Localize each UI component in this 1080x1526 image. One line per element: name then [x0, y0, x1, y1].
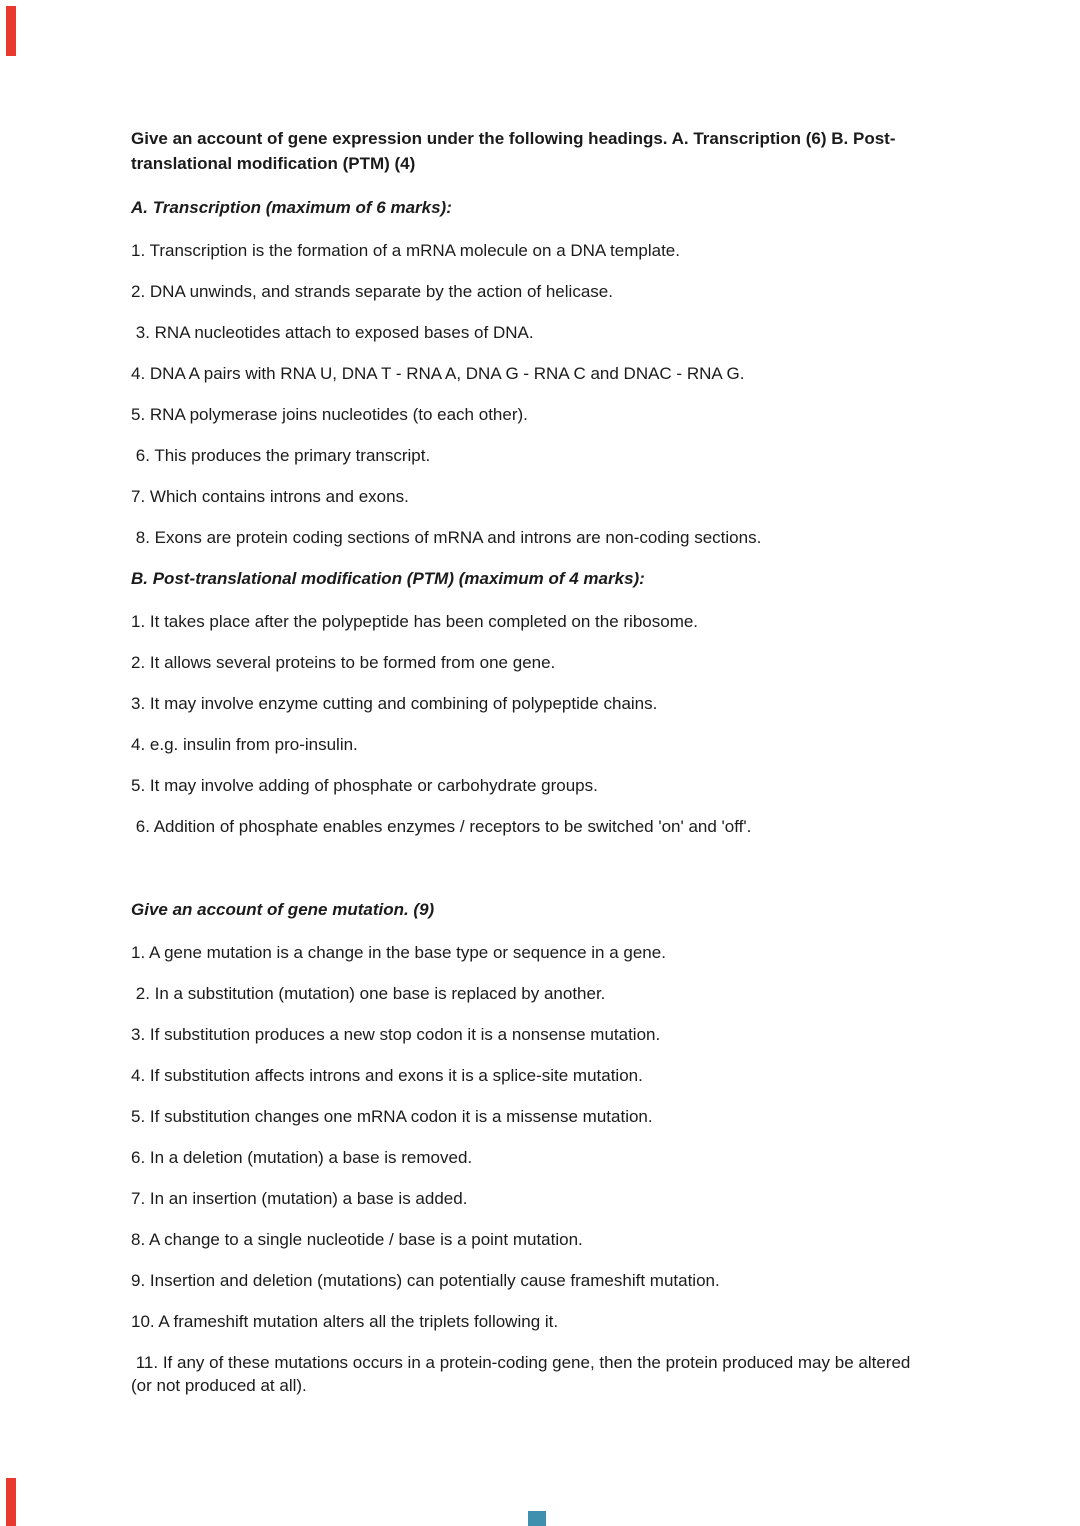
answer-line: 1. A gene mutation is a change in the base type or sequence in a gene.	[131, 943, 666, 962]
answer-line: 5. It may involve adding of phosphate or carbohydrate groups.	[131, 776, 598, 795]
answer-line: 6. In a deletion (mutation) a base is removed.	[131, 1148, 473, 1167]
answer-line: 1. Transcription is the formation of a mRNA molecule on a DNA template.	[131, 241, 680, 260]
answer-line: 5. If substitution changes one mRNA codon it is a missense mutation.	[131, 1107, 653, 1126]
answer-line: 7. In an insertion (mutation) a base is added.	[131, 1189, 468, 1208]
answer-line: 6. Addition of phosphate enables enzymes / receptors to be switched 'on' and 'off'.	[131, 817, 752, 836]
answer-line: 2. In a substitution (mutation) one base is replaced by another.	[131, 984, 606, 1003]
section-a-heading: A. Transcription (maximum of 6 marks):	[131, 198, 452, 217]
section-gap	[131, 856, 931, 898]
answer-line: 11. If any of these mutations occurs in a protein-coding gene, then the protein produced may be altered (or not produced at all).	[131, 1353, 916, 1395]
answer-line: 9. Insertion and deletion (mutations) can potentially cause frameshift mutation.	[131, 1271, 720, 1290]
answer-line: 4. If substitution affects introns and exons it is a splice-site mutation.	[131, 1066, 643, 1085]
answer-line: 2. It allows several proteins to be formed from one gene.	[131, 653, 556, 672]
answer-line: 8. A change to a single nucleotide / base is a point mutation.	[131, 1230, 583, 1249]
document-body	[131, 126, 931, 1415]
answer-line: 10. A frameshift mutation alters all the triplets following it.	[131, 1312, 559, 1331]
answer-line: 6. This produces the primary transcript.	[131, 446, 431, 465]
section-b-heading: B. Post-translational modification (PTM) (maximum of 4 marks):	[131, 569, 645, 588]
scan-mark-top-left	[6, 6, 16, 56]
question-1-title: Give an account of gene expression under the following headings. A. Transcription (6) B. Post-translational modification (PTM) (4)	[131, 129, 896, 173]
answer-line: 3. If substitution produces a new stop codon it is a nonsense mutation.	[131, 1025, 661, 1044]
answer-line: 3. It may involve enzyme cutting and combining of polypeptide chains.	[131, 694, 658, 713]
answer-line: 4. e.g. insulin from pro-insulin.	[131, 735, 358, 754]
scan-mark-bottom-left	[6, 1478, 16, 1526]
answer-line: 4. DNA A pairs with RNA U, DNA T - RNA A, DNA G - RNA C and DNAC - RNA G.	[131, 364, 745, 383]
answer-line: 2. DNA unwinds, and strands separate by the action of helicase.	[131, 282, 613, 301]
answer-line: 8. Exons are protein coding sections of mRNA and introns are non-coding sections.	[131, 528, 762, 547]
answer-line: 3. RNA nucleotides attach to exposed bases of DNA.	[131, 323, 534, 342]
question-2-title: Give an account of gene mutation. (9)	[131, 900, 435, 919]
answer-line: 7. Which contains introns and exons.	[131, 487, 409, 506]
answer-line: 1. It takes place after the polypeptide has been completed on the ribosome.	[131, 612, 699, 631]
scan-mark-bottom-center	[528, 1511, 546, 1526]
answer-line: 5. RNA polymerase joins nucleotides (to each other).	[131, 405, 528, 424]
